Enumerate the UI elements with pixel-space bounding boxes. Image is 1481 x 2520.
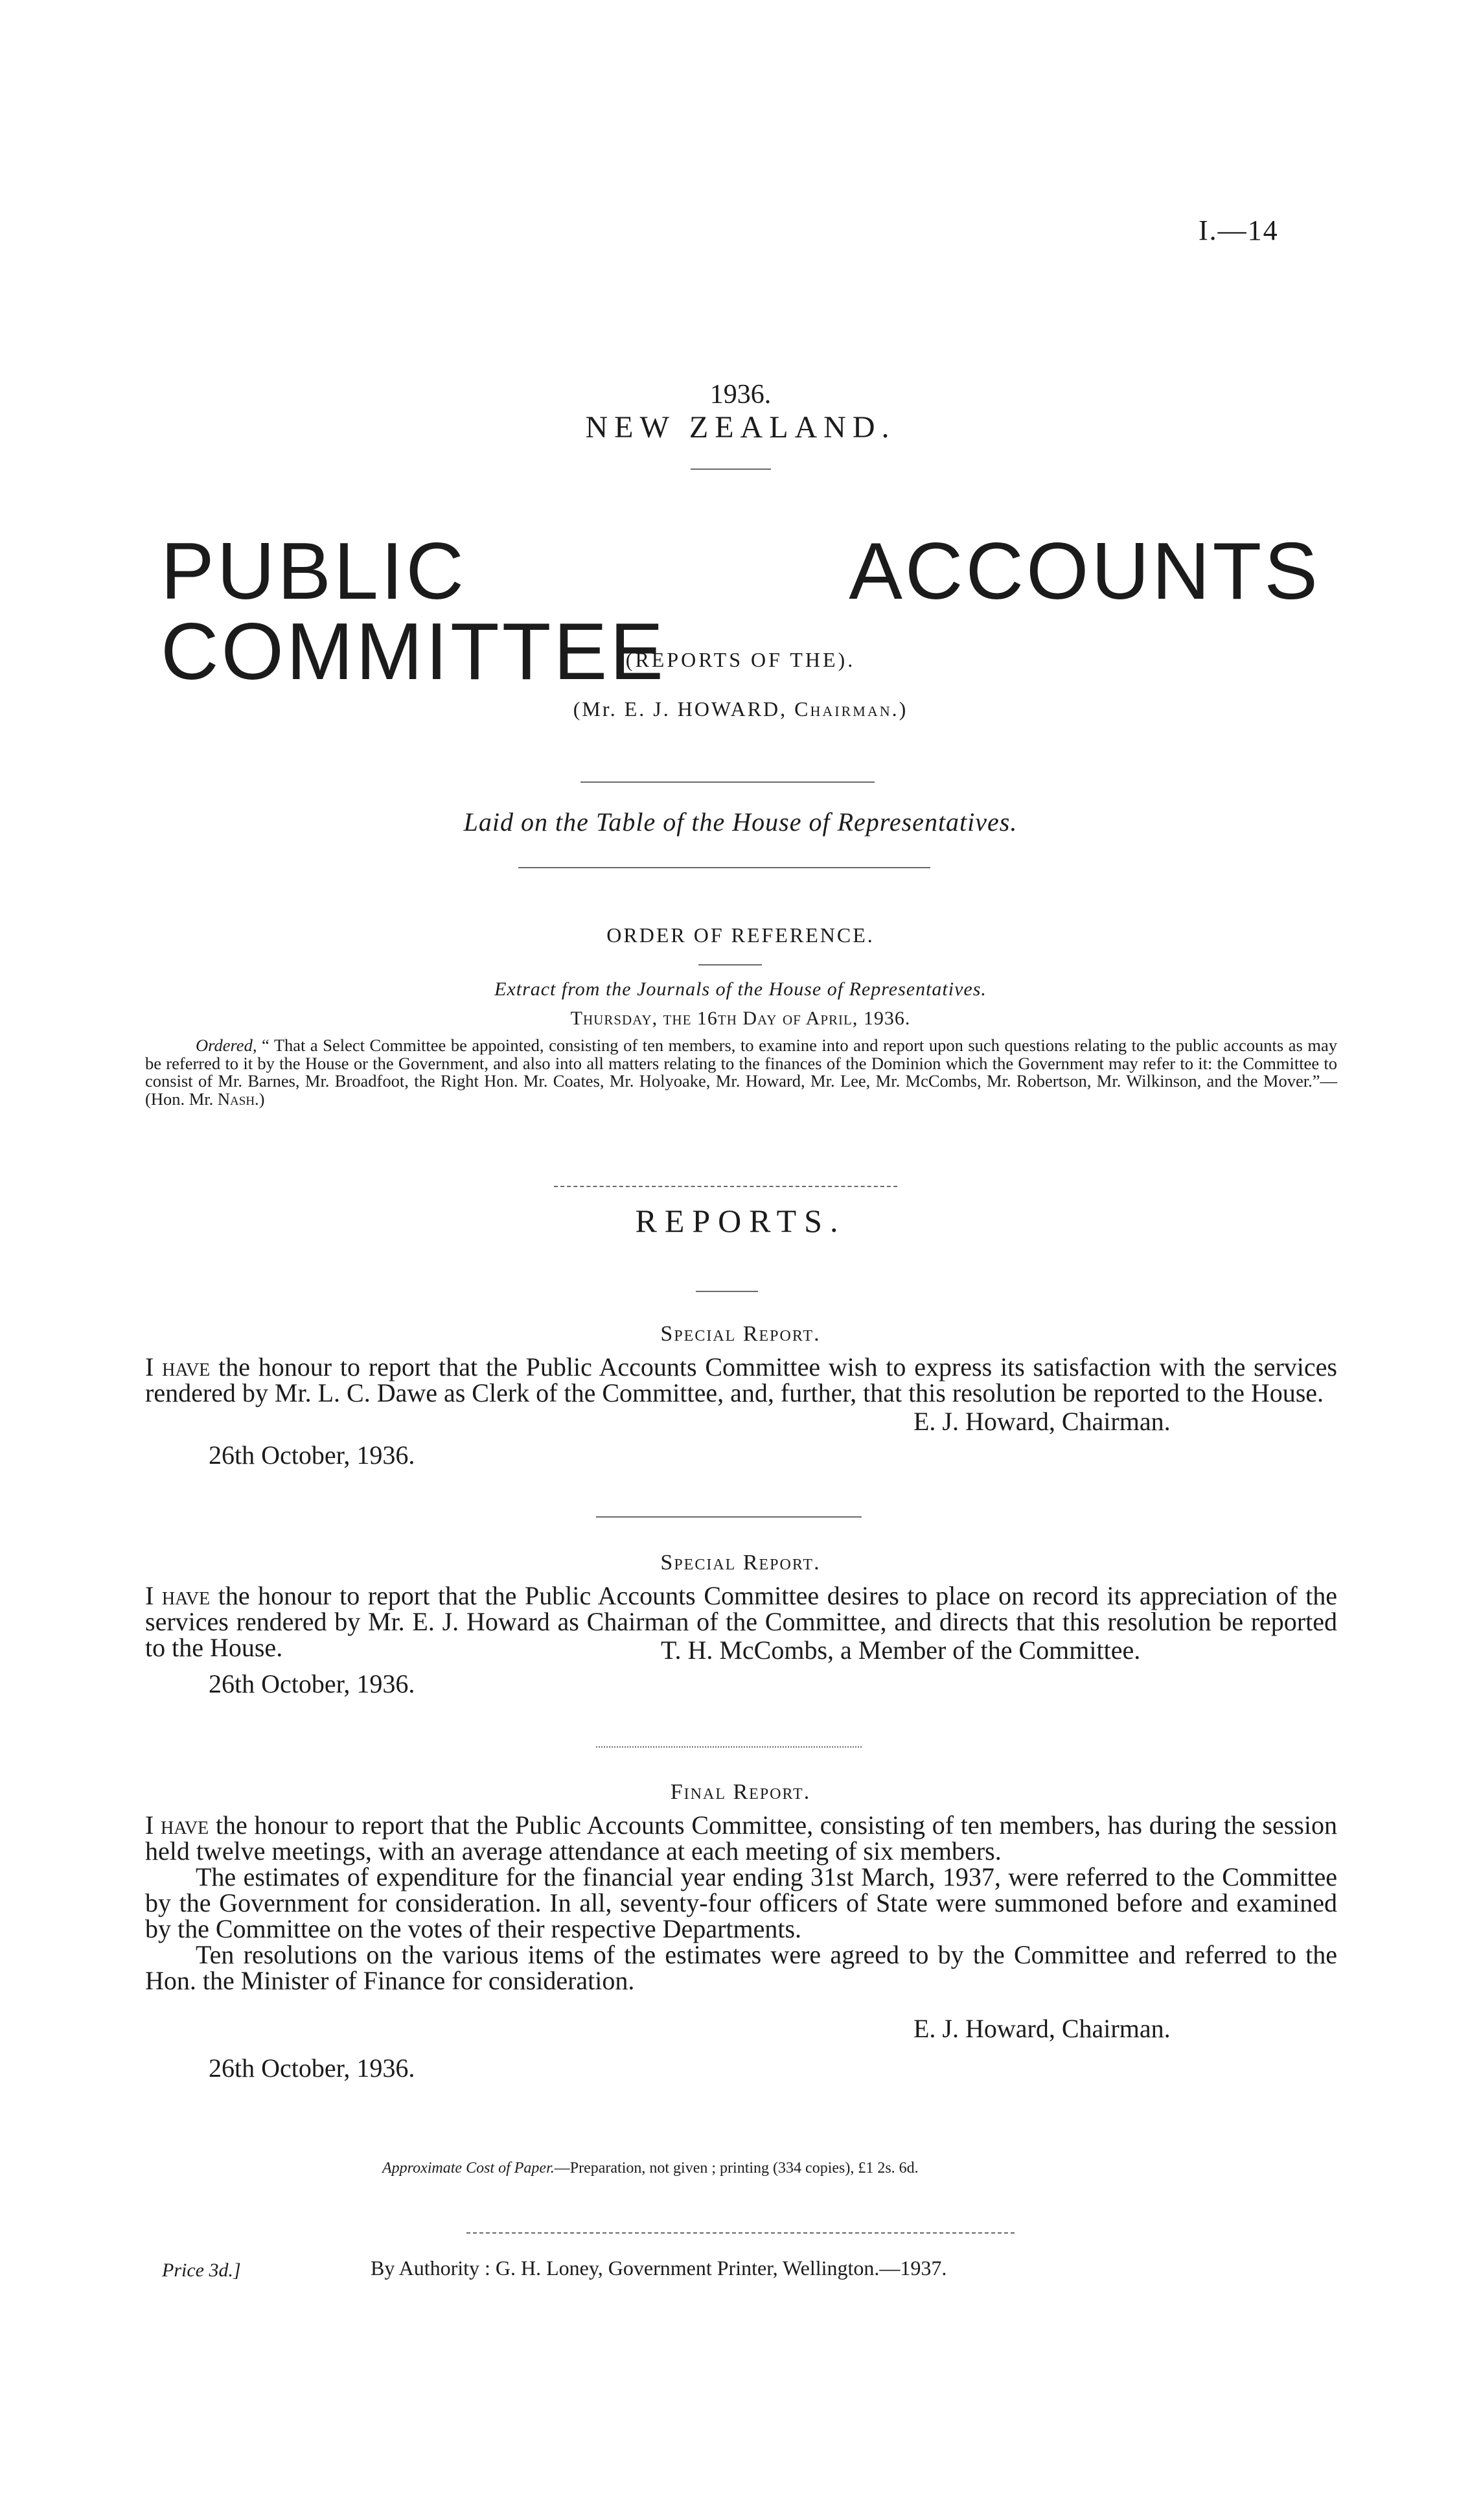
special-report-1-body: [145, 1354, 1337, 1406]
chairman-line: [0, 697, 1481, 721]
order-mover: Nash: [217, 1089, 255, 1109]
final-report-paragraph-2: The estimates of expenditure for the financial year ending 31st March, 1937, were referred to the Committee by the Government for consideration. In all, seventy-four officers of State were summoned before and examined by the Committee on the votes of their respective Departments.: [145, 1862, 1337, 1943]
final-report-signature: E. J. Howard, Chairman.: [913, 2014, 1171, 2043]
special-report-2-date: 26th October, 1936.: [209, 1669, 415, 1698]
final-report-paragraph-3: Ten resolutions on the various items of the estimates were agreed to by the Committee and referred to the Hon. the Minister of Finance for consideration.: [145, 1940, 1337, 1995]
order-closing: .): [255, 1089, 265, 1109]
special-report-1-opening: I have: [145, 1352, 211, 1381]
journal-extract-line: Extract from the Journals of the House of Representatives.: [494, 978, 987, 1000]
cost-text: —Preparation, not given ; printing (334 copies), £1 2s. 6d.: [554, 2160, 919, 2177]
ordered-word: Ordered,: [196, 1035, 257, 1055]
chairman-role: Chairman: [794, 697, 892, 721]
reports-heading: REPORTS.: [635, 1203, 846, 1239]
cost-of-paper-line: [382, 2160, 919, 2177]
country-heading: NEW ZEALAND.: [585, 410, 896, 445]
special-report-2-text: the honour to report that the Public Accounts Committee desires to place on record its appreciation of the services rendered by Mr. E. J. Howard as Chairman of the Committee, and directs that this resolution be reported to the House.: [145, 1581, 1337, 1662]
special-report-2-title: Special Report.: [660, 1551, 821, 1575]
final-report-opening: I have: [145, 1810, 209, 1840]
divider: [580, 781, 875, 783]
page-number: I.—14: [1199, 214, 1279, 246]
divider: [518, 867, 930, 868]
divider: [698, 964, 762, 965]
laid-on-table-line: Laid on the Table of the House of Representatives.: [463, 807, 1018, 837]
final-report-paragraph-1-text: the honour to report that the Public Accounts Committee, consisting of ten members, has during the session held twelve meetings, with an average attendance at each meeting of six members.: [145, 1810, 1337, 1866]
divider: [596, 1746, 862, 1748]
special-report-1-signature: E. J. Howard, Chairman.: [913, 1407, 1171, 1436]
final-report-body: [145, 1812, 1337, 1994]
order-date: Thursday, the 16th Day of April, 1936.: [570, 1008, 911, 1029]
document-subtitle: (REPORTS OF THE).: [625, 648, 856, 671]
final-report-title: Final Report.: [670, 1780, 811, 1804]
order-body: “ That a Select Committee be appointed, consisting of ten members, to examine into and report upon such questions relating to the public accounts as may be referred to it by the House or the Government, and also into all matters relating to the finances of the Dominion which the Government may refer to it: the Committee to consist of Mr. Barnes, Mr. Broadfoot, the Right Hon. Mr. Coates, Mr. Holyoake, Mr. Howard, Mr. Lee, Mr. McCombs, Mr. Robertson, Mr. Wilkinson, and the Mover.”—(Hon. Mr.: [145, 1035, 1337, 1109]
special-report-1-date: 26th October, 1936.: [209, 1440, 415, 1470]
printer-imprint: By Authority : G. H. Loney, Government Printer, Wellington.—1937.: [371, 2256, 947, 2280]
divider: [466, 2232, 1015, 2234]
order-of-reference-heading: ORDER OF REFERENCE.: [606, 923, 875, 947]
divider: [696, 1291, 758, 1292]
cost-label: Approximate Cost of Paper.: [382, 2160, 555, 2177]
special-report-1-title: Special Report.: [660, 1322, 821, 1346]
chairman-suffix: .): [891, 697, 908, 721]
document-title: PUBLIC ACCOUNTS COMMITTEE: [161, 527, 1320, 697]
divider: [596, 1516, 862, 1518]
order-text: [145, 1037, 1337, 1108]
year: 1936.: [709, 380, 772, 410]
divider: [691, 468, 771, 470]
final-report-paragraph-1: [145, 1812, 1337, 1864]
final-report-date: 26th October, 1936.: [209, 2053, 415, 2083]
divider: [554, 1186, 897, 1187]
chairman-name: (Mr. E. J. HOWARD,: [573, 697, 795, 721]
special-report-2-opening: I have: [145, 1581, 211, 1610]
special-report-2-signature: T. H. McCombs, a Member of the Committee.: [661, 1636, 1141, 1665]
price-note: Price 3d.]: [162, 2260, 241, 2281]
special-report-1-text: the honour to report that the Public Accounts Committee wish to express its satisfaction with the services rendered by Mr. L. C. Dawe as Clerk of the Committee, and, further, that this resolution be reported to the House.: [145, 1352, 1337, 1407]
